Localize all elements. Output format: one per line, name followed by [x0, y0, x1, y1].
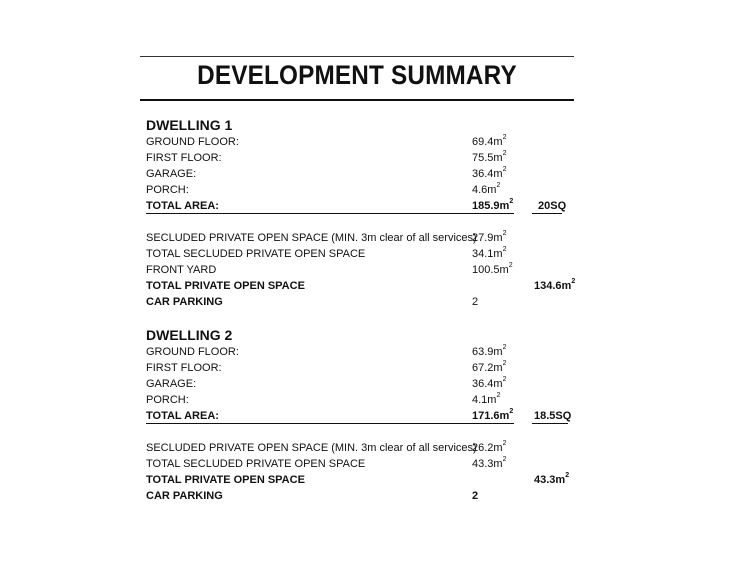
row-value: $185.9m^2$	[472, 198, 514, 212]
squares-underline	[532, 213, 562, 214]
row-value: 2	[472, 490, 479, 502]
row-label: SECLUDED PRIVATE OPEN SPACE (MIN. 3m clear of all services)	[146, 442, 477, 454]
dwelling-2-heading: DWELLING 2	[146, 327, 233, 343]
dwelling-2-secluded-pos-row	[146, 441, 586, 456]
row-value: $43.3m^2$	[472, 456, 507, 470]
row-value: $36.4m^2$	[472, 166, 507, 180]
total-area-underline	[146, 423, 514, 424]
row-value: $69.4m^2$	[472, 134, 507, 148]
row-label: TOTAL SECLUDED PRIVATE OPEN SPACE	[146, 248, 366, 260]
dwelling-1-heading: DWELLING 1	[146, 117, 233, 133]
dwelling-2-total-area-row	[146, 409, 586, 424]
total-squares: 18.5SQ	[534, 410, 572, 422]
dwelling-2-first-floor-row	[146, 361, 586, 376]
row-label: GROUND FLOOR:	[146, 346, 239, 358]
row-label: SECLUDED PRIVATE OPEN SPACE (MIN. 3m clear of all services)	[146, 232, 477, 244]
dwelling-2-garage-row	[146, 377, 586, 392]
total-area-underline	[146, 213, 514, 214]
dwelling-1-secluded-pos-row	[146, 231, 586, 246]
total-squares: 20SQ	[538, 200, 567, 212]
row-value: $26.2m^2$	[472, 440, 507, 454]
row-label: FIRST FLOOR:	[146, 152, 222, 164]
dwelling-1-ground-floor-row	[146, 135, 586, 150]
row-label: TOTAL AREA:	[146, 200, 219, 212]
dwelling-1-total-secluded-pos-row	[146, 247, 586, 262]
row-value: $4.1m^2$	[472, 392, 501, 406]
row-value: $63.9m^2$	[472, 344, 507, 358]
row-value: $134.6m^2$	[534, 278, 576, 292]
row-value: $36.4m^2$	[472, 376, 507, 390]
row-label: GARAGE:	[146, 168, 197, 180]
dwelling-1-front-yard-row	[146, 263, 586, 278]
row-label: CAR PARKING	[146, 296, 223, 308]
row-value: $34.1m^2$	[472, 246, 507, 260]
row-value: 2	[472, 296, 479, 308]
row-label: PORCH:	[146, 394, 189, 406]
row-value: $43.3m^2$	[534, 472, 570, 486]
dwelling-2-total-secluded-pos-row	[146, 457, 586, 472]
dwelling-1-car-parking-row	[146, 295, 586, 310]
dwelling-2-total-pos-row	[146, 473, 586, 488]
title-rule	[140, 99, 574, 101]
row-label: TOTAL PRIVATE OPEN SPACE	[146, 474, 305, 486]
row-label: CAR PARKING	[146, 490, 223, 502]
row-value: $100.5m^2$	[472, 262, 513, 276]
dwelling-2-ground-floor-row	[146, 345, 586, 360]
row-label: TOTAL AREA:	[146, 410, 219, 422]
row-label: PORCH:	[146, 184, 189, 196]
squares-underline	[532, 423, 568, 424]
row-value: $75.5m^2$	[472, 150, 507, 164]
dwelling-1-garage-row	[146, 167, 586, 182]
row-label: GARAGE:	[146, 378, 197, 390]
row-label: FIRST FLOOR:	[146, 362, 222, 374]
dwelling-1-first-floor-row	[146, 151, 586, 166]
row-label: TOTAL PRIVATE OPEN SPACE	[146, 280, 305, 292]
page-title: DEVELOPMENT SUMMARY	[197, 60, 517, 90]
row-label: TOTAL SECLUDED PRIVATE OPEN SPACE	[146, 458, 366, 470]
dwelling-1-total-area-row	[146, 199, 586, 214]
row-label: FRONT YARD	[146, 264, 217, 276]
top-rule	[140, 56, 574, 57]
dwelling-2-porch-row	[146, 393, 586, 408]
row-label: GROUND FLOOR:	[146, 136, 239, 148]
row-value: $27.9m^2$	[472, 230, 507, 244]
row-value: $67.2m^2$	[472, 360, 507, 374]
row-value: $4.6m^2$	[472, 182, 501, 196]
dwelling-1-total-pos-row	[146, 279, 586, 294]
dwelling-2-car-parking-row	[146, 489, 586, 504]
dwelling-1-porch-row	[146, 183, 586, 198]
row-value: $171.6m^2$	[472, 408, 514, 422]
